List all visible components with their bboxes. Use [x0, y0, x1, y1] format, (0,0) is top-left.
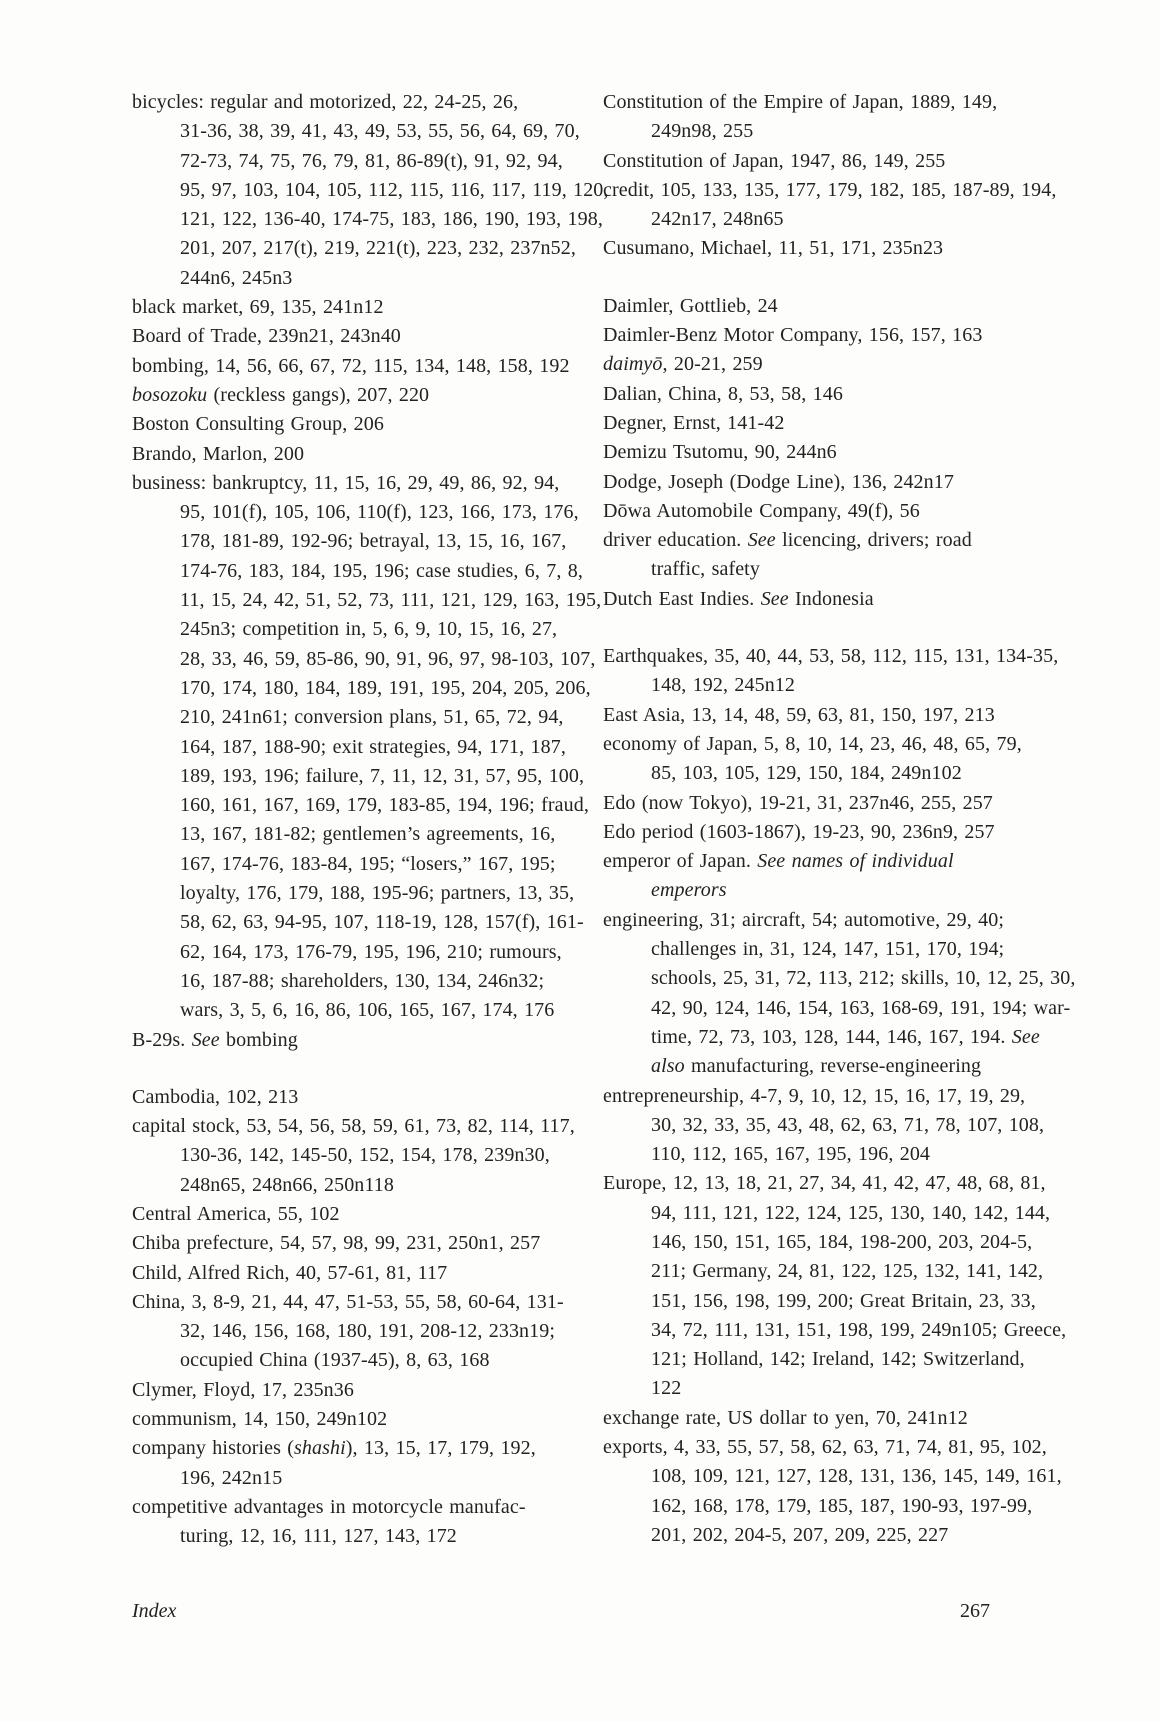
index-entry	[603, 321, 1033, 350]
entry-group-gap	[603, 264, 1033, 292]
text-run: company histories (	[132, 1437, 295, 1460]
text-run: 160, 161, 167, 169, 179, 183-85, 194, 196; fraud,	[180, 794, 589, 817]
text-run: 164, 187, 188-90; exit strategies, 94, 171, 187,	[180, 735, 566, 758]
text-run: bicycles: regular and motorized, 22, 24-25, 26,	[132, 91, 519, 113]
entry-line	[132, 1229, 577, 1258]
entry-line-continuation	[132, 1522, 577, 1551]
running-title: Index	[132, 1600, 177, 1622]
entry-line	[603, 350, 1033, 379]
entry-line-continuation	[603, 994, 1071, 1023]
text-run: wars, 3, 5, 6, 16, 86, 106, 165, 167, 174, 176	[180, 999, 555, 1022]
italic-text-run: emperors	[651, 879, 727, 902]
entry-line-continuation	[132, 820, 577, 849]
index-entry	[132, 322, 577, 351]
text-run: capital stock, 53, 54, 56, 58, 59, 61, 73, 82, 114, 117,	[132, 1115, 575, 1138]
entry-line	[132, 1405, 577, 1434]
index-entry	[132, 88, 609, 293]
index-entry	[603, 292, 1033, 321]
text-run: exports, 4, 33, 55, 57, 58, 62, 63, 71, 74, 81, 95, 102,	[603, 1436, 1047, 1459]
text-run: 210, 241n61; conversion plans, 51, 65, 72, 94,	[180, 706, 564, 729]
text-run: 110, 112, 165, 167, 195, 196, 204	[651, 1143, 931, 1166]
entry-group-gap	[132, 1055, 577, 1083]
text-run: competitive advantages in motorcycle manufac-	[132, 1495, 526, 1518]
index-entry	[603, 380, 1033, 409]
entry-line	[603, 409, 1033, 438]
entry-line	[603, 642, 1059, 671]
entry-line-continuation	[132, 967, 577, 996]
italic-text-run: See	[1011, 1025, 1040, 1048]
entry-line	[603, 497, 1033, 526]
entry-line	[603, 321, 1033, 350]
italic-text-run: See	[747, 529, 776, 552]
entry-line	[603, 906, 1033, 935]
text-run: Indonesia	[788, 587, 874, 610]
entry-line-continuation	[132, 498, 577, 527]
text-run: 248n65, 248n66, 250n118	[180, 1173, 394, 1196]
text-run: 121; Holland, 142; Ireland, 142; Switzerland,	[651, 1348, 1025, 1371]
entry-line-continuation	[132, 674, 591, 703]
text-run: 58, 62, 63, 94-95, 107, 118-19, 128, 157(f), 161-	[180, 911, 584, 934]
text-run: 151, 156, 198, 199, 200; Great Britain, 23, 33,	[651, 1289, 1036, 1312]
text-run: Daimler, Gottlieb, 24	[603, 294, 778, 317]
entry-line-continuation	[132, 1141, 577, 1170]
entry-line	[132, 440, 577, 469]
entry-line-continuation	[132, 938, 577, 967]
entry-line	[603, 176, 1057, 205]
entry-line	[603, 1082, 1033, 1111]
text-run: 32, 146, 156, 168, 180, 191, 208-12, 233n19;	[180, 1320, 556, 1343]
text-run: 62, 164, 173, 176-79, 195, 196, 210; rumours,	[180, 940, 562, 963]
index-entry	[603, 906, 1076, 1082]
entry-line	[132, 381, 577, 410]
entry-line	[603, 438, 1033, 467]
entry-line-continuation	[132, 205, 603, 234]
entry-line-continuation	[132, 1317, 577, 1346]
entry-line	[132, 1288, 577, 1317]
text-run: 28, 33, 46, 59, 85-86, 90, 91, 96, 97, 98-103, 107,	[180, 647, 596, 670]
text-run: Degner, Ernst, 141-42	[603, 411, 785, 434]
entry-line	[132, 293, 577, 322]
index-entry	[132, 293, 577, 322]
text-run: ), 13, 15, 17, 179, 192,	[345, 1437, 536, 1460]
text-run: Demizu Tsutomu, 90, 244n6	[603, 441, 837, 464]
entry-line-continuation	[603, 1257, 1044, 1286]
index-entry	[132, 1200, 577, 1229]
index-entry	[132, 1434, 577, 1493]
index-entry	[132, 381, 577, 410]
text-run: (reckless gangs), 207, 220	[207, 383, 430, 406]
entry-line-continuation	[132, 527, 577, 556]
index-entry	[603, 438, 1033, 467]
index-entry	[603, 818, 1033, 847]
entry-line-continuation	[603, 1287, 1036, 1316]
text-run: 13, 167, 181-82; gentlemen’s agreements, 16,	[180, 823, 556, 846]
text-run: Clymer, Floyd, 17, 235n36	[132, 1378, 354, 1401]
index-entry	[603, 234, 1033, 263]
text-run: Dodge, Joseph (Dodge Line), 136, 242n17	[603, 470, 954, 493]
index-entry	[132, 1288, 577, 1376]
entry-line	[603, 789, 1033, 818]
text-run: Edo period (1603-1867), 19-23, 90, 236n9, 257	[603, 820, 995, 843]
index-entry	[132, 1376, 577, 1405]
text-run: Europe, 12, 13, 18, 21, 27, 34, 41, 42, 47, 48, 68, 81,	[603, 1172, 1046, 1195]
italic-text-run: See	[191, 1028, 220, 1051]
text-run: 162, 168, 178, 179, 185, 187, 190-93, 197-99,	[651, 1494, 1033, 1517]
text-run: 95, 101(f), 105, 106, 110(f), 123, 166, 173, 176,	[180, 501, 579, 524]
index-entry	[132, 1112, 577, 1200]
entry-line-continuation	[603, 205, 1033, 234]
text-run: emperor of Japan.	[603, 850, 758, 873]
entry-line-continuation	[132, 645, 596, 674]
text-run: 130-36, 142, 145-50, 152, 154, 178, 239n30,	[180, 1144, 550, 1167]
page-footer	[132, 1596, 990, 1626]
entry-line-continuation	[132, 1464, 577, 1493]
text-run: , 20-21, 259	[662, 353, 763, 376]
index-entry	[132, 440, 577, 469]
index-entry	[603, 701, 1033, 730]
text-run: 122	[651, 1377, 682, 1400]
text-run: Constitution of Japan, 1947, 86, 149, 255	[603, 149, 946, 172]
entry-line-continuation	[132, 908, 584, 937]
entry-line-continuation	[603, 759, 1033, 788]
text-run: manufacturing, reverse-engineering	[684, 1055, 982, 1078]
entry-line-continuation	[132, 762, 585, 791]
index-entry	[132, 1083, 577, 1112]
entry-line-continuation	[603, 1521, 1033, 1550]
page-number: 267	[960, 1600, 990, 1622]
text-run: 178, 181-89, 192-96; betrayal, 13, 15, 16, 167,	[180, 530, 567, 553]
entry-line	[603, 292, 1033, 321]
index-entry	[132, 1405, 577, 1434]
entry-line	[603, 818, 1033, 847]
entry-line-continuation	[132, 879, 577, 908]
entry-line	[603, 380, 1033, 409]
text-run: Boston Consulting Group, 206	[132, 413, 384, 436]
entry-line-continuation	[603, 876, 1033, 905]
entry-line	[132, 352, 577, 381]
entry-line-continuation	[132, 996, 577, 1025]
text-run: Dutch East Indies.	[603, 587, 761, 610]
text-run: 31-36, 38, 39, 41, 43, 49, 53, 55, 56, 64, 69, 70,	[180, 120, 580, 143]
text-run: bombing	[219, 1028, 298, 1051]
text-run: 95, 97, 103, 104, 105, 112, 115, 116, 117, 119, 120,	[180, 178, 609, 201]
text-run: communism, 14, 150, 249n102	[132, 1408, 388, 1431]
text-run: 249n98, 255	[651, 120, 754, 143]
index-entry	[132, 1026, 577, 1055]
index-entry	[603, 350, 1033, 379]
text-run: Brando, Marlon, 200	[132, 442, 305, 465]
entry-group-gap	[603, 614, 1033, 642]
text-run: 108, 109, 121, 127, 128, 131, 136, 145, 149, 161,	[651, 1465, 1062, 1488]
text-run: bombing, 14, 56, 66, 67, 72, 115, 134, 148, 158, 192	[132, 354, 570, 377]
text-run: Constitution of the Empire of Japan, 1889, 149,	[603, 91, 998, 113]
entry-line-continuation	[603, 1462, 1062, 1491]
text-run: 242n17, 248n65	[651, 208, 784, 231]
entry-line-continuation	[132, 1171, 577, 1200]
index-entry	[603, 176, 1057, 235]
entry-line	[132, 1112, 577, 1141]
text-run: 34, 72, 111, 131, 151, 198, 199, 249n105; Greece,	[651, 1318, 1067, 1341]
entry-line-continuation	[603, 1140, 1033, 1169]
entry-line	[603, 847, 1033, 876]
italic-text-run: See names of individual	[757, 850, 954, 873]
text-run: Edo (now Tokyo), 19-21, 31, 237n46, 255, 257	[603, 791, 993, 814]
text-run: 94, 111, 121, 122, 124, 125, 130, 140, 142, 144,	[651, 1201, 1051, 1224]
text-run: 189, 193, 196; failure, 7, 11, 12, 31, 57, 95, 100,	[180, 764, 585, 787]
index-entry	[132, 469, 602, 1026]
text-run: 85, 103, 105, 129, 150, 184, 249n102	[651, 762, 962, 785]
entry-line	[132, 88, 577, 117]
text-run: challenges in, 31, 124, 147, 151, 170, 194;	[651, 938, 1005, 961]
italic-text-run: daimyō	[603, 353, 663, 376]
text-run: driver education.	[603, 529, 748, 552]
entry-line-continuation	[603, 1374, 1033, 1403]
entry-line	[603, 1169, 1046, 1198]
text-run: turing, 12, 16, 111, 127, 143, 172	[180, 1525, 457, 1548]
entry-line-continuation	[132, 176, 609, 205]
text-run: 42, 90, 124, 146, 154, 163, 168-69, 191, 194; war-	[651, 996, 1071, 1019]
text-run: Board of Trade, 239n21, 243n40	[132, 325, 401, 348]
entry-line-continuation	[132, 791, 589, 820]
index-entry	[603, 730, 1033, 789]
index-entry	[603, 1169, 1067, 1403]
italic-text-run: bosozoku	[132, 383, 208, 406]
index-entry	[603, 526, 1033, 585]
entry-line-continuation	[603, 1023, 1040, 1052]
entry-line-continuation	[603, 1111, 1045, 1140]
text-run: 11, 15, 24, 42, 51, 52, 73, 111, 121, 129, 163, 195,	[180, 589, 602, 612]
entry-line-continuation	[132, 1346, 577, 1375]
index-entry	[132, 1259, 577, 1288]
entry-line-continuation	[132, 733, 577, 762]
text-run: Central America, 55, 102	[132, 1202, 340, 1225]
entry-line-continuation	[603, 1052, 1033, 1081]
entry-line	[603, 234, 1033, 263]
text-run: schools, 25, 31, 72, 113, 212; skills, 10, 12, 25, 30,	[651, 967, 1076, 990]
text-run: China, 3, 8-9, 21, 44, 47, 51-53, 55, 58, 60-64, 131-	[132, 1290, 564, 1313]
text-run: Dalian, China, 8, 53, 58, 146	[603, 382, 843, 405]
entry-line	[603, 1404, 1033, 1433]
text-run: 167, 174-76, 183-84, 195; “losers,” 167, 195;	[180, 852, 556, 875]
text-run: licencing, drivers; road	[775, 529, 972, 552]
text-run: 170, 174, 180, 184, 189, 191, 195, 204, 205, 206,	[180, 676, 591, 699]
entry-line	[132, 1376, 577, 1405]
text-run: credit, 105, 133, 135, 177, 179, 182, 185, 187-89, 194,	[603, 178, 1057, 201]
text-run: Dōwa Automobile Company, 49(f), 56	[603, 499, 920, 522]
text-run: engineering, 31; aircraft, 54; automotive, 29, 40;	[603, 908, 1004, 931]
entry-line	[603, 468, 1033, 497]
index-entry	[603, 409, 1033, 438]
entry-line-continuation	[132, 586, 602, 615]
entry-line-continuation	[603, 555, 1033, 584]
text-run: occupied China (1937-45), 8, 63, 168	[180, 1349, 490, 1372]
text-run: 30, 32, 33, 35, 43, 48, 62, 63, 71, 78, 107, 108,	[651, 1113, 1045, 1136]
text-run: Earthquakes, 35, 40, 44, 53, 58, 112, 115, 131, 134-35,	[603, 645, 1059, 668]
entry-line-continuation	[132, 703, 577, 732]
index-entry	[132, 1229, 577, 1258]
text-run: business: bankruptcy, 11, 15, 16, 29, 49, 86, 92, 94,	[132, 471, 560, 494]
text-run: 148, 192, 245n12	[651, 674, 795, 697]
index-entry	[603, 147, 1033, 176]
text-run: 211; Germany, 24, 81, 122, 125, 132, 141, 142,	[651, 1260, 1044, 1283]
text-run: Child, Alfred Rich, 40, 57-61, 81, 117	[132, 1261, 448, 1284]
entry-line	[132, 1200, 577, 1229]
text-run: 245n3; competition in, 5, 6, 9, 10, 15, 16, 27,	[180, 618, 558, 641]
index-entry	[603, 1082, 1045, 1170]
entry-line-continuation	[603, 117, 1033, 146]
entry-line	[603, 526, 1033, 555]
italic-text-run: also	[651, 1055, 685, 1078]
text-run: B-29s.	[132, 1028, 192, 1051]
text-run: 244n6, 245n3	[180, 266, 293, 289]
text-run: Daimler-Benz Motor Company, 156, 157, 163	[603, 324, 983, 347]
entry-line	[603, 88, 1033, 117]
index-entry	[132, 410, 577, 439]
index-entry	[603, 585, 1033, 614]
entry-line-continuation	[603, 964, 1076, 993]
entry-line-continuation	[603, 671, 1033, 700]
entry-line	[603, 701, 1033, 730]
index-entry	[603, 847, 1033, 906]
index-entry	[603, 789, 1033, 818]
entry-line-continuation	[132, 234, 577, 263]
index-entry	[603, 1404, 1033, 1433]
entry-line-continuation	[603, 1316, 1067, 1345]
index-column-left	[132, 88, 609, 1552]
text-run: Cambodia, 102, 213	[132, 1085, 299, 1108]
text-run: 201, 207, 217(t), 219, 221(t), 223, 232, 237n52,	[180, 237, 576, 260]
index-entry	[603, 497, 1033, 526]
entry-line	[132, 1493, 577, 1522]
text-run: Cusumano, Michael, 11, 51, 171, 235n23	[603, 237, 944, 260]
index-column-right	[603, 88, 1076, 1550]
text-run: Chiba prefecture, 54, 57, 98, 99, 231, 250n1, 257	[132, 1232, 541, 1255]
entry-line-continuation	[603, 1492, 1033, 1521]
text-run: black market, 69, 135, 241n12	[132, 296, 384, 319]
index-entry	[603, 468, 1033, 497]
entry-line	[132, 1259, 577, 1288]
entry-line	[132, 1083, 577, 1112]
entry-line-continuation	[603, 935, 1033, 964]
index-entry	[132, 1493, 577, 1552]
index-entry	[603, 642, 1059, 701]
entry-line	[603, 1433, 1047, 1462]
text-run: entrepreneurship, 4-7, 9, 10, 12, 15, 16, 17, 19, 29,	[603, 1084, 1026, 1107]
entry-line	[132, 322, 577, 351]
entry-line	[132, 410, 577, 439]
index-entry	[132, 352, 577, 381]
entry-line	[603, 585, 1033, 614]
entry-line-continuation	[132, 117, 580, 146]
entry-line-continuation	[132, 557, 583, 586]
index-entry	[603, 88, 1033, 147]
text-run: time, 72, 73, 103, 128, 144, 146, 167, 194.	[651, 1025, 1012, 1048]
italic-text-run: shashi	[294, 1437, 346, 1460]
entry-line-continuation	[132, 615, 577, 644]
text-run: economy of Japan, 5, 8, 10, 14, 23, 46, 48, 65, 79,	[603, 732, 1022, 755]
entry-line-continuation	[132, 147, 577, 176]
italic-text-run: See	[760, 587, 789, 610]
entry-line	[132, 1026, 577, 1055]
text-run: 72-73, 74, 75, 76, 79, 81, 86-89(t), 91, 92, 94,	[180, 149, 563, 172]
text-run: traffic, safety	[651, 558, 760, 581]
text-run: 121, 122, 136-40, 174-75, 183, 186, 190, 193, 198,	[180, 208, 603, 231]
text-run: 201, 202, 204-5, 207, 209, 225, 227	[651, 1523, 949, 1546]
text-run: 174-76, 183, 184, 195, 196; case studies, 6, 7, 8,	[180, 559, 583, 582]
entry-line	[132, 469, 577, 498]
text-run: 146, 150, 151, 165, 184, 198-200, 203, 204-5,	[651, 1230, 1033, 1253]
text-run: loyalty, 176, 179, 188, 195-96; partners, 13, 35,	[180, 882, 575, 905]
index-entry	[603, 1433, 1062, 1550]
entry-line-continuation	[132, 264, 577, 293]
text-run: East Asia, 13, 14, 48, 59, 63, 81, 150, 197, 213	[603, 703, 995, 726]
entry-line	[603, 730, 1033, 759]
entry-line-continuation	[132, 850, 577, 879]
entry-line-continuation	[603, 1345, 1033, 1374]
text-run: 16, 187-88; shareholders, 130, 134, 246n32;	[180, 969, 545, 992]
text-run: 196, 242n15	[180, 1466, 283, 1489]
entry-line	[132, 1434, 577, 1463]
entry-line-continuation	[603, 1199, 1051, 1228]
entry-line-continuation	[603, 1228, 1033, 1257]
text-run: exchange rate, US dollar to yen, 70, 241n12	[603, 1406, 968, 1429]
entry-line	[603, 147, 1033, 176]
